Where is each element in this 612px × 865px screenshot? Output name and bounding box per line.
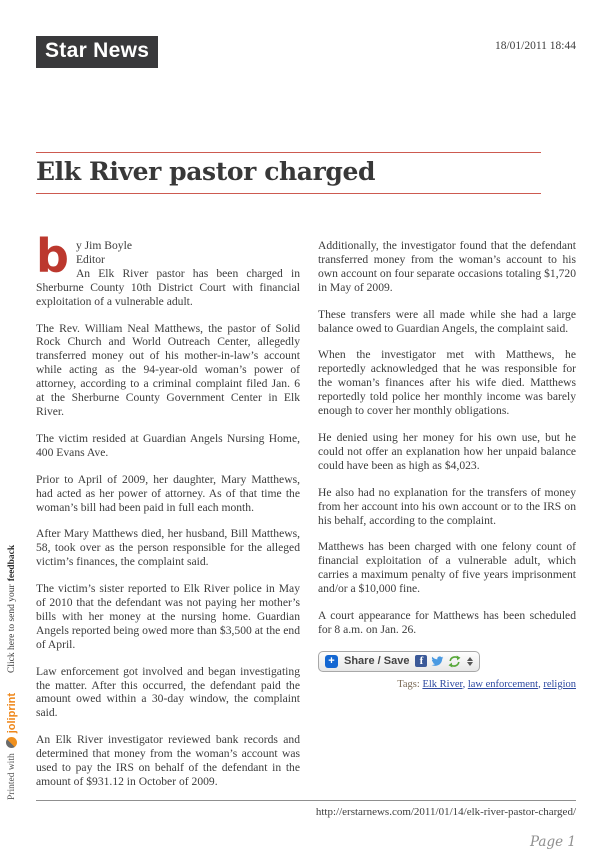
tags-label: Tags: xyxy=(397,678,420,690)
page-number: Page 1 xyxy=(529,834,576,850)
tag-link[interactable]: Elk River xyxy=(422,678,463,690)
article-column-right xyxy=(318,239,576,802)
article-paragraph: After Mary Matthews died, her husband, Bill Matthews, 58, took over as the person responsible for the alleged victim’s finances, the complaint said. xyxy=(36,527,300,569)
article-paragraph: Matthews has been charged with one felony count of financial exploitation of a vulnerable adult, which carries a maximum penalty of five years imprisonment and/or a $10,000 fine. xyxy=(318,540,576,596)
article-paragraph: He also had no explanation for the transfers of money from her account into his own account or to the IRS on his behalf, according to the complaint. xyxy=(318,485,576,527)
tags-row xyxy=(318,679,576,690)
article-intro-paragraph xyxy=(36,229,300,309)
tag-separator: , xyxy=(462,678,468,690)
article-paragraph: When the investigator met with Matthews, he reportedly acknowledged that he was responsible for the woman’s finances after his wife died. Matthews reportedly told police her monthly income was barely enough to cover her monthly obligations. xyxy=(318,348,576,418)
page-title: Elk River pastor charged xyxy=(36,157,376,186)
source-url: http://erstarnews.com/2011/01/14/elk-river-pastor-charged/ xyxy=(315,806,576,818)
intro-text: An Elk River pastor has been charged in Sherburne County 10th District Court with financial exploitation of a vulnerable adult. xyxy=(36,266,300,308)
feedback-link[interactable]: Click here to send your xyxy=(6,584,17,673)
addtoany-plus-icon: + xyxy=(325,655,338,668)
feedback-link-bold[interactable]: feedback xyxy=(6,544,17,582)
article-paragraph: The Rev. William Neal Matthews, the pastor of Solid Rock Church and World Outreach Center, allegedly transferred money out of his mother-in-law’s account while acting as the 94-year-old woman’s power of attorney, according to a criminal complaint filed Jan. 6 at the Sherburne County Government Center in Elk River. xyxy=(36,321,300,418)
tag-separator: , xyxy=(538,678,544,690)
tag-link[interactable]: law enforcement xyxy=(467,678,539,690)
article-column-left xyxy=(36,229,300,802)
byline-author: y Jim Boyle xyxy=(75,239,132,252)
joliprint-logo-icon xyxy=(6,737,17,748)
article-paragraph: The victim resided at Guardian Angels Nursing Home, 400 Evans Ave. xyxy=(36,431,300,459)
drop-cap: b xyxy=(36,229,69,283)
article-paragraph: Law enforcement got involved and began investigating the matter. After this occurred, the defendant paid the amount owed within a 30-day window, the complaint said. xyxy=(36,664,300,720)
article-paragraph: The victim’s sister reported to Elk River police in May of 2010 that the defendant was not paying her mother’s bills with her money at the nursing home. Guardian Angels reported being owed more than $3,500 at the end of April. xyxy=(36,582,300,651)
article-paragraph: He denied using her money for his own use, but he could not offer an explanation how her unpaid balance could have been as high as $4,023. xyxy=(318,430,576,472)
share-save-button[interactable] xyxy=(318,651,480,672)
share-save-label: Share / Save xyxy=(344,655,410,668)
article-paragraph: An Elk River investigator reviewed bank records and determined that money from the woman’s account was used to pay the IRS on behalf of the defendant in the amount of $931.12 in October of 2009. xyxy=(36,733,300,788)
article-paragraph: Additionally, the investigator found that the defendant transferred money from the woman’s account to his own account on four separate occasions totaling $1,720 in May of 2009. xyxy=(318,239,576,294)
tag-link[interactable]: religion xyxy=(543,678,576,690)
article-paragraph: Prior to April of 2009, her daughter, Mary Matthews, had acted as her power of attorney. As of that time the woman’s bill had been paid in full each month. xyxy=(36,472,300,514)
article-columns xyxy=(36,229,576,802)
article-paragraph: A court appearance for Matthews has been scheduled for 8 a.m. on Jan. 26. xyxy=(318,609,576,636)
share-row xyxy=(318,651,576,672)
printed-with-label: Printed with xyxy=(6,753,17,800)
facebook-icon[interactable]: f xyxy=(415,655,427,667)
headline-block xyxy=(36,152,541,194)
joliprint-brand: joliprint xyxy=(5,692,18,734)
byline-role: Editor xyxy=(75,252,105,266)
share-green-icon[interactable] xyxy=(448,655,461,668)
article-paragraph: These transfers were all made while she had a large balance owed to Guardian Angels, the complaint said. xyxy=(318,307,576,335)
print-datetime: 18/01/2011 18:44 xyxy=(494,40,576,52)
footer-divider xyxy=(36,800,576,801)
star-news-logo: Star News xyxy=(36,36,158,68)
expand-arrows-icon[interactable] xyxy=(467,657,473,666)
joliprint-sidebar xyxy=(4,530,19,800)
twitter-icon[interactable] xyxy=(431,655,444,668)
